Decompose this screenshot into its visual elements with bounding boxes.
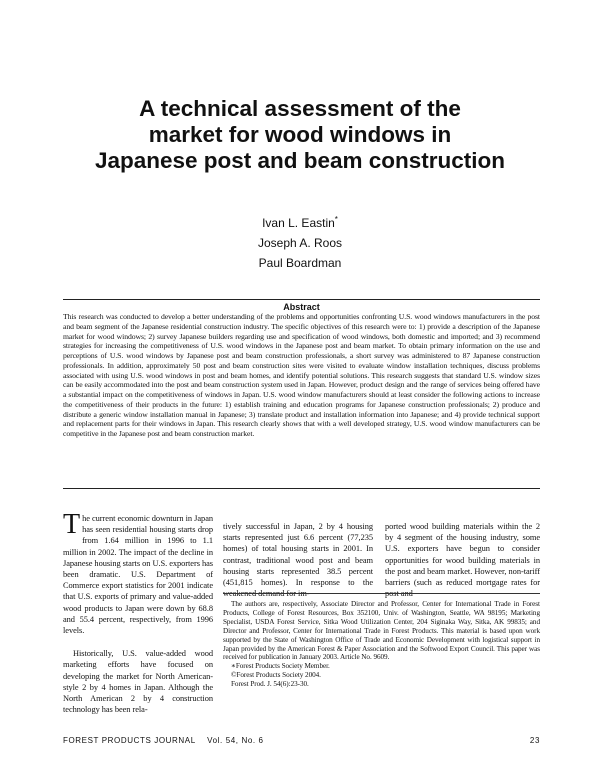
author-name: Joseph A. Roos xyxy=(257,236,343,250)
column-2-text: tively successful in Japan, 2 by 4 housing starts represented just 6.6 percent (77,235 homes) of total housing starts in 2001. In contrast, traditional wood post and beam housing starts represented 38.5 percent (451,815 homes). In response to the weakened demand for im- xyxy=(223,522,373,599)
author-name: Ivan L. Eastin xyxy=(262,216,335,230)
column-3-text: ported wood building materials within the 2 by 4 segment of the housing industry, some U.S. exporters have begun to consider opportunities for wood building materials in the post and beam market. However, non-tariff barriers (such as reduced mortgage rates for post and xyxy=(385,522,540,599)
body-column-3 xyxy=(385,521,540,599)
footnote-affiliations: The authors are, respectively, Associate Director and Professor, Center for International Trade in Forest Products, College of Forest Resources, Box 352100, Univ. of Washington, Seattle, WA 98195; Marketing Specialist, USDA Forest Service, Sitka Wood Utilization Center, 204 Siginaka Way, Sitka, AK 99835; and Director and Professor, Center for International Trade in Forest Products. This material is based upon work supported by the State of Washington Office of Trade and Economic Development with logistical support in Japan provided by the American Forest & Paper Association and the Softwood Export Council. This paper was received for publication in January 2003. Article No. 9609. xyxy=(223,600,540,662)
title-line-3: Japanese post and beam construction xyxy=(94,148,506,173)
author-2 xyxy=(150,233,450,253)
page-number: 23 xyxy=(529,736,540,745)
journal-volume: Vol. 54, No. 6 xyxy=(207,736,264,745)
footnote-citation: Forest Prod. J. 54(6):23-30. xyxy=(231,680,309,689)
body-column-1 xyxy=(63,509,213,715)
title-line-2: market for wood windows in xyxy=(148,122,452,147)
title-line-1: A technical assessment of the xyxy=(139,96,461,121)
second-paragraph: Historically, U.S. value-added wood marketing efforts have focused on developing the market for North American-style 2 by 4 homes in Japan. Although the North American 2 by 4 construction technology has been rela- xyxy=(63,649,213,715)
abstract-text: This research was conducted to develop a better understanding of the problems and opportunities confronting U.S. wood windows manufacturers in the post and beam segment of the Japanese residential construction industry. The specific objectives of this research were to: 1) provide a description of the Japanese market for wood windows; 2) survey Japanese builders regarding use and specification of wood windows, both domestic and imported; and 3) recommend strategies for increasing the competitiveness of U.S. wood windows in the Japanese post and beam market. To obtain primary information on the use and perceptions of U.S. wood windows by Japanese post and beam construction professionals, a short survey was administered to 87 Japanese construction professionals. In addition, approximately 50 post and beam construction sites were visited to evaluate window installation techniques, discuss problems associated with using U.S. wood windows in post and beam homes, and identify potential solutions. This research suggests that standard U.S. window sizes can be easily accommodated into the post and beam construction system used in Japan. However, product design and the range of services being offered have a substantial impact on the competitiveness of windows in Japan. U.S. wood window manufacturers should at least consider the following actions to increase the competitiveness of their products in the future: 1) establish training and education programs for Japanese construction professionals; 2) produce and distribute a generic window installation manual in Japanese; 3) translate product and installation information into Japanese; and 4) provide technical support and replacement parts for their windows in Japan. This research clearly shows that with a well developed strategy, U.S. wood window manufacturers can be competitive in the Japanese post and beam construction market. xyxy=(63,312,540,438)
body-column-2 xyxy=(223,521,373,599)
drop-cap: T xyxy=(63,509,81,540)
journal-name: FOREST PRODUCTS JOURNAL xyxy=(63,736,196,745)
footnote-copyright: ©Forest Products Society 2004. xyxy=(231,671,321,680)
author-list xyxy=(150,210,450,273)
author-1 xyxy=(150,210,450,233)
author-mark: * xyxy=(334,215,338,224)
author-name: Paul Boardman xyxy=(258,256,342,270)
intro-paragraph xyxy=(63,509,213,636)
paper-title xyxy=(40,96,560,174)
intro-text: he current economic downturn in Japan has seen residential housing starts drop from 1.64 million in 1996 to 1.1 million in 2002. The impact of the decline in Japanese housing starts on U.S. exporters has been dramatic. U.S. Department of Commerce export statistics for 2001 indicate that U.S. exports of primary and value-added wood products to Japan were down by 68.8 and 55.4 percent, respectively, from 1996 levels. xyxy=(63,514,213,636)
footnote-rule xyxy=(223,593,540,594)
author-3 xyxy=(150,253,450,273)
abstract-heading: Abstract xyxy=(283,302,320,312)
abstract-top-rule xyxy=(63,299,540,300)
footnote xyxy=(223,600,540,689)
footnote-member: ∗Forest Products Society Member. xyxy=(231,662,330,671)
abstract-bottom-rule xyxy=(63,488,540,489)
